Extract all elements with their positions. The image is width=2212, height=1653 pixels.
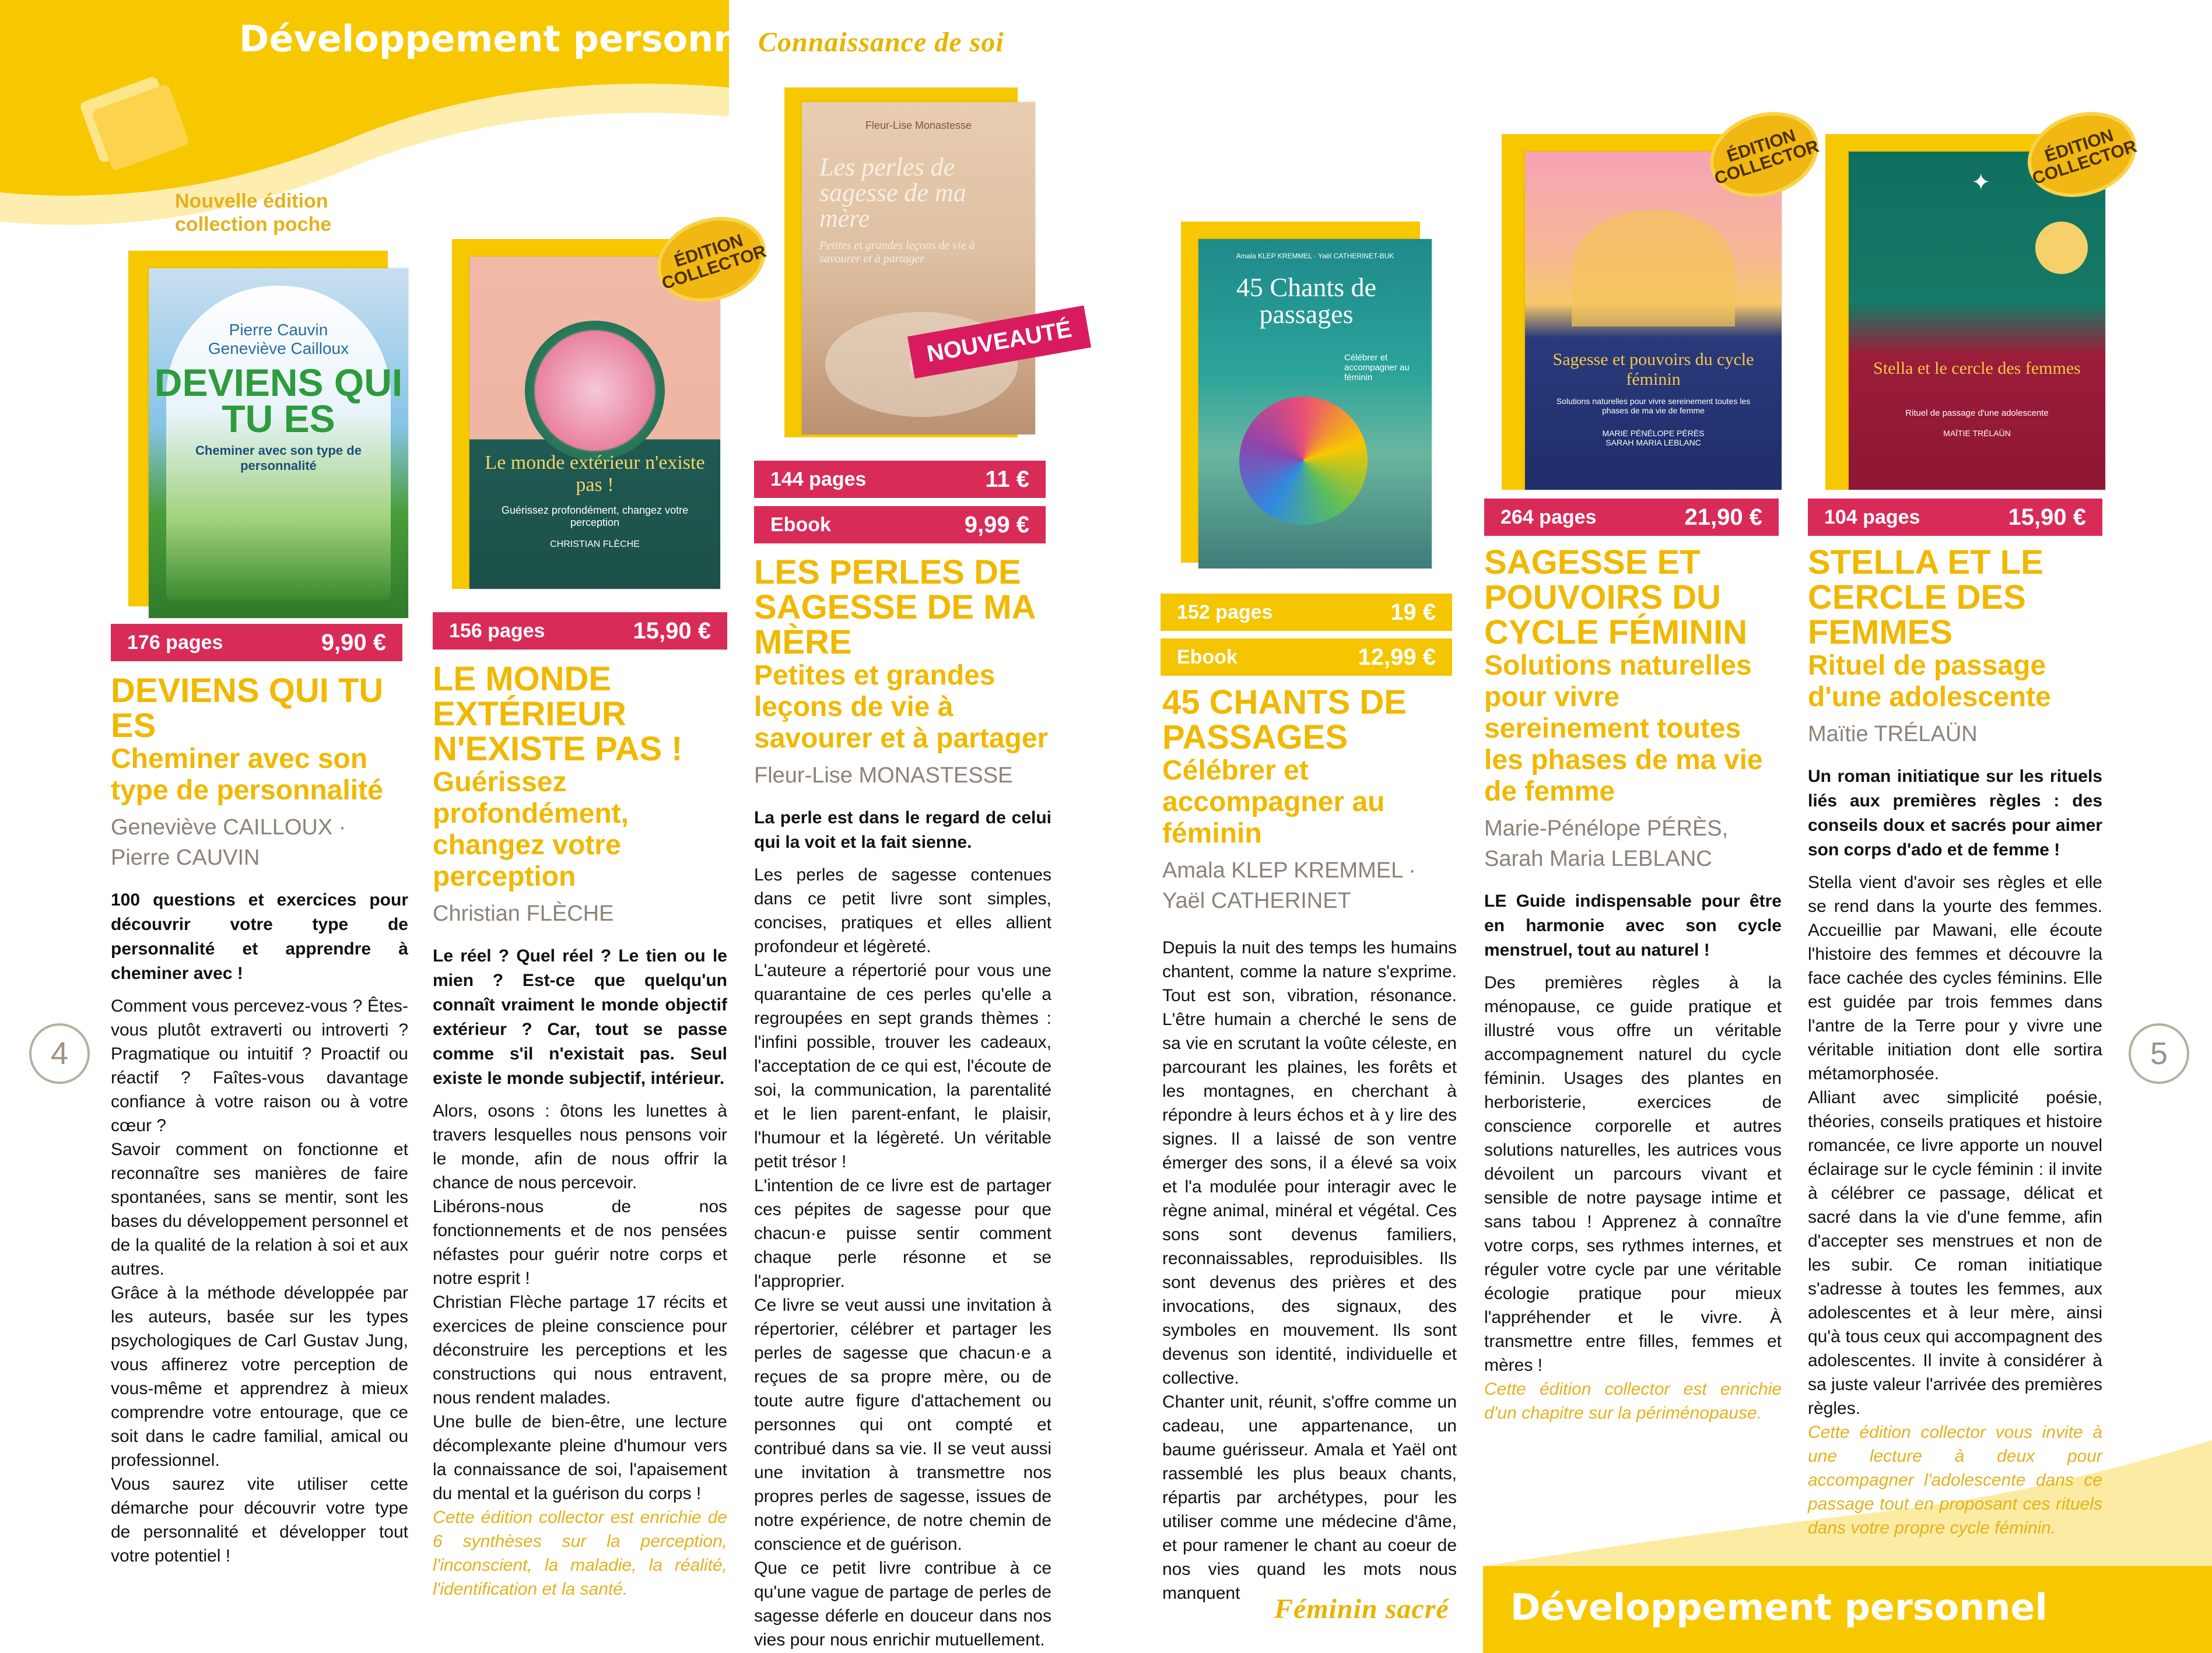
cover-authors: MARIE PÉNÉLOPE PÉRÈS SARAH MARIA LEBLANC xyxy=(1602,429,1705,447)
price-bar-6 xyxy=(1808,499,2102,536)
section-title-right: Développement personnel xyxy=(1510,1586,2048,1629)
book-author: Geneviève CAILLOUX · Pierre CAUVIN xyxy=(111,815,346,870)
cover-title: 45 Chants de passages xyxy=(1236,272,1377,329)
book-author: Marie-Pénélope PÉRÈS, Sarah Maria LEBLANC xyxy=(1484,816,1729,871)
page-count: 152 pages xyxy=(1177,601,1273,623)
book-entry-3 xyxy=(754,555,1051,1652)
ebook-label: Ebook xyxy=(770,513,831,536)
new-edition-label: Nouvelle édition collection poche xyxy=(175,190,332,236)
section-subtitle-left: Connaissance de soi xyxy=(758,27,1004,58)
price: 19 € xyxy=(1390,599,1436,625)
ebook-bar-4 xyxy=(1161,638,1452,676)
price-bar-5 xyxy=(1484,499,1779,536)
cover-title: DEVIENS QUI TU ES xyxy=(154,361,403,440)
book-lead: Un roman initiatique sur les rituels liés aux premières règles : des conseils doux et sacrés pour aimer son corps d'ado et de femme ! xyxy=(1808,767,2102,859)
price-bar-4 xyxy=(1161,594,1452,631)
page-count: 144 pages xyxy=(770,468,867,490)
price: 15,90 € xyxy=(633,617,711,644)
cover-author: CHRISTIAN FLÈCHE xyxy=(550,539,640,549)
book-lead: 100 questions et exercices pour découvrir votre type de personnalité et apprendre à cheminer avec ! xyxy=(111,890,408,983)
price: 15,90 € xyxy=(2008,504,2086,530)
cover-title: Les perles de sagesse de ma mère xyxy=(819,153,966,233)
price: 11 € xyxy=(985,466,1029,492)
book-description: Alors, osons : ôtons les lunettes à travers lesquelles nous pensons voir le monde, afin de nous offrir la chance de nous percevoir. Libérons-nous de nos fonctionnements et de nos pensées néfastes pour guérir notre corps et notre esprit ! Christian Flèche partage 17 récits et exercices de pleine conscience pour déconstruire les perceptions et les constructions qui nous entravent, nous rendent malades. Une bulle de bien-être, une lecture décomplexante pleine d'humour vers la connaissance de soi, l'apaisement du mental et la guérison du corps ! xyxy=(433,1101,727,1503)
section-title-left: Développement personnel xyxy=(239,17,776,60)
cover-subtitle: Solutions naturelles pour vivre sereinement toutes les phases de ma vie de femme xyxy=(1556,396,1751,415)
book-entry-2 xyxy=(433,662,727,1601)
book-title: LE MONDE EXTÉRIEUR N'EXISTE PAS ! xyxy=(433,660,683,768)
book-title: STELLA ET LE CERCLE DES FEMMES xyxy=(1808,543,2043,651)
book-subtitle: Cheminer avec son type de personnalité xyxy=(111,743,383,806)
cover-subtitle: Célébrer et accompagner au féminin xyxy=(1344,353,1410,382)
page-number-left: 4 xyxy=(29,1023,90,1084)
collector-badge-2: ÉDITION COLLECTOR xyxy=(1699,99,1829,210)
book-lead: Le réel ? Quel réel ? Le tien ou le mien ? Est-ce que quelqu'un connaît vraiment le monde objectif extérieur ? Car, tout se passe comme s'il n'existait pas. Seul existe le monde subjectif, intérieur. xyxy=(433,946,727,1088)
ebook-label: Ebook xyxy=(1177,645,1238,668)
book-title: 45 CHANTS DE PASSAGES xyxy=(1162,683,1407,756)
book-description: Les perles de sagesse contenues dans ce petit livre sont simples, concises, pratiques et elles allient profondeur et légèreté. L'auteure a répertorié pour vous une quarantaine de ces perles qu'elle a regroupées en sept grands thèmes : l'infini possible, trouver les cadeaux, l'acceptation de ce qui est, l'écoute de soi, la communication, la parentalité et le lien parent-enfant, le plaisir, l'humour et la légèreté. Un véritable petit trésor ! L'intention de ce livre est de partager ces pépites de sagesse pour que chacun·e puisse sentir comment chaque perle résonne et se l'approprier. Ce livre se veut aussi une invitation à répertorier, célébrer et partager les perles de sagesse que chacun·e a reçues de sa propre mère, ou de toute autre figure d'attachement ou personnes qui ont compté et contribué dans sa vie. Il se veut aussi une invitation à transmettre nos propres perles de sagesse, issues de notre expérience, de notre chemin de conscience et de guérison. Que ce petit livre contribue à ce qu'une vague de partage de perles de sagesse déferle en douceur dans nos vies pour nous enrichir mutuellement. xyxy=(754,865,1051,1650)
cover-title: Stella et le cercle des femmes xyxy=(1873,359,2081,378)
page-count: 156 pages xyxy=(449,619,545,642)
star-icon: ✦ xyxy=(1971,170,1991,195)
book-author: Fleur-Lise MONASTESSE xyxy=(754,763,1013,788)
cover-subtitle: Rituel de passage d'une adolescente xyxy=(1905,408,2049,418)
book-description: Des premières règles à la ménopause, ce guide pratique et illustré vous offre un véritable accompagnement naturel du cycle féminin. Usages des plantes en herboristerie, exercices de conscience corporelle et autres solutions naturelles, les autrices vous dévoilent un parcours vivant et sensible de notre paysage intime et sans tabou ! Apprenez à connaître votre corps, ses rythmes internes, et réguler votre cycle par une véritable écologie pratique pour mieux l'appréhender et le vivre. À transmettre entre filles, femmes et mères ! xyxy=(1484,973,1782,1375)
book-description: Depuis la nuit des temps les humains chantent, comme la nature s'exprime. Tout est son, vibration, résonance. L'être humain a cherché le sens de sa vie en scrutant la voûte céleste, en parcourant les plaines, les forêts et les montagnes, en cherchant à répondre à leurs échos et à y lire des signes. Il a laissé de son ventre émerger des sons, il a élevé sa voix et l'a modulée pour interagir avec le règne animal, minéral et végétal. Ces sons sont devenus familiers, reconnaissables, reproduisibles. Ils sont devenus des prières et des invocations, des signaux, des symboles en mouvement. Ils sont devenus son identité, individuelle et collective. Chanter unit, réunit, s'offre comme un cadeau, une appartenance, un baume guérisseur. Amala et Yaël ont rassemblé les plus beaux chants, répartis par archétypes, pour les utiliser comme une médecine d'âme, et pour ramener le chant au coeur de nos vies quand les mots nous manquent xyxy=(1162,938,1457,1603)
book-subtitle: Solutions naturelles pour vivre sereinement toutes les phases de ma vie de femme xyxy=(1484,650,1763,807)
ebook-bar-3 xyxy=(754,506,1046,543)
book-subtitle: Petites et grandes leçons de vie à savourer et à partager xyxy=(754,660,1049,754)
book-title: LES PERLES DE SAGESSE DE MA MÈRE xyxy=(754,553,1035,661)
cover-subtitle: Petites et grandes leçons de vie à savourer et à partager xyxy=(819,239,975,265)
book-author: Maïtie TRÉLAÜN xyxy=(1808,722,1978,746)
price-bar-2 xyxy=(433,612,727,650)
cover-title: Le monde extérieur n'existe pas ! xyxy=(485,452,705,496)
book-description: Comment vous percevez-vous ? Êtes-vous plutôt extraverti ou introverti ? Pragmatique ou intuitif ? Proactif ou réactif ? Faîtes-vous davantage confiance à votre raison ou à votre cœur ? Savoir comment on fonctionne et reconnaître ses manières de faire spontanées, sans se mentir, sont les bases du développement personnel et de la qualité de la relation à soi et aux autres. Grâce à la méthode développée par les auteurs, basée sur les types psychologiques de Carl Gustav Jung, vous affinerez votre perception de vous-même et apprendrez à mieux comprendre votre entourage, que ce soit dans le cadre familial, amical ou professionnel. Vous saurez vite utiliser cette démarche pour découvrir votre type de personnalité et développer tout votre potentiel ! xyxy=(111,996,408,1566)
price: 21,90 € xyxy=(1684,504,1762,530)
cover-authors: Pierre Cauvin Geneviève Cailloux xyxy=(208,321,349,357)
price-bar-3 xyxy=(754,461,1046,498)
cover-authors: Amala KLEP KREMMEL · Yaël CATHERINET-BUK xyxy=(1236,252,1394,260)
cover-author: Fleur-Lise Monastesse xyxy=(865,120,972,131)
book-entry-5 xyxy=(1484,545,1782,1425)
ebook-price: 12,99 € xyxy=(1358,644,1436,670)
book-entry-4 xyxy=(1162,685,1457,1605)
cover-subtitle: Guérissez profondément, changez votre perception xyxy=(501,504,689,528)
book-author: Amala KLEP KREMMEL · Yaël CATHERINET xyxy=(1162,858,1417,913)
section-subtitle-right: Féminin sacré xyxy=(1274,1594,1449,1624)
collector-badge-3: ÉDITION COLLECTOR xyxy=(2017,99,2147,210)
book-subtitle: Guérissez profondément, changez votre perception xyxy=(433,767,629,892)
book-entry-1 xyxy=(111,673,408,1568)
book-description: Stella vient d'avoir ses règles et elle se rend dans la yourte des femmes. Accueillie par Mawani, elle écoute l'histoire des femmes et découvre la face cachée des cycles féminins. Elle est guidée par trois femmes dans l'antre de la Terre pour y vivre une véritable initiation dont elle sortira métamorphosée. Alliant avec simplicité poésie, théories, conseils pratiques et histoire romancée, ce livre apporte un nouvel éclairage sur le cycle féminin : il invite à célébrer ce passage, délicat et sacré dans la vie d'une femme, afin d'accepter ses menstrues et non de les subir. Ce roman initiatique s'adresse à toutes les femmes, aux adolescentes et à leur mère, ainsi qu'à tous ceux qui accompagnent des adolescentes. Il invite à considérer à sa juste valeur l'arrivée des premières règles. xyxy=(1808,873,2102,1418)
page-count: 264 pages xyxy=(1501,506,1597,528)
page-number-right: 5 xyxy=(2129,1023,2189,1084)
book-note: Cette édition collector est enrichie d'un chapitre sur la périménopause. xyxy=(1484,1380,1782,1423)
page-count: 104 pages xyxy=(1824,506,1920,528)
page-count: 176 pages xyxy=(127,631,223,654)
book-lead: La perle est dans le regard de celui qui la voit et la fait sienne. xyxy=(754,808,1051,852)
book-lead: LE Guide indispensable pour être en harmonie avec son cycle menstruel, tout au naturel ! xyxy=(1484,892,1782,960)
cover-author: MAÏTIE TRÉLAÜN xyxy=(1943,429,2011,438)
book-subtitle: Rituel de passage d'une adolescente xyxy=(1808,650,2051,713)
price: 9,90 € xyxy=(321,629,386,655)
collector-badge-1: ÉDITION COLLECTOR xyxy=(646,203,777,315)
price-bar-1 xyxy=(111,624,402,661)
book-entry-6 xyxy=(1808,545,2102,1540)
cover-subtitle: Cheminer avec son type de personnalité xyxy=(195,443,362,473)
book-subtitle: Célébrer et accompagner au féminin xyxy=(1162,755,1385,849)
book-title: SAGESSE ET POUVOIRS DU CYCLE FÉMININ xyxy=(1484,543,1748,651)
cover-title: Sagesse et pouvoirs du cycle féminin xyxy=(1552,350,1754,389)
book-author: Christian FLÈCHE xyxy=(433,901,614,926)
book-title: DEVIENS QUI TU ES xyxy=(111,672,384,745)
book-note: Cette édition collector est enrichie de 6 synthèses sur la perception, l'inconscient, la maladie, la réalité, l'identification et la santé. xyxy=(433,1508,727,1599)
new-release-badge: NOUVEAUTÉ xyxy=(907,306,1091,378)
ebook-price: 9,99 € xyxy=(964,511,1029,538)
book-note: Cette édition collector vous invite à une lecture à deux pour accompagner l'adolescente dans ce passage tout en proposant ces rituels dans votre propre cycle féminin. xyxy=(1808,1423,2102,1538)
